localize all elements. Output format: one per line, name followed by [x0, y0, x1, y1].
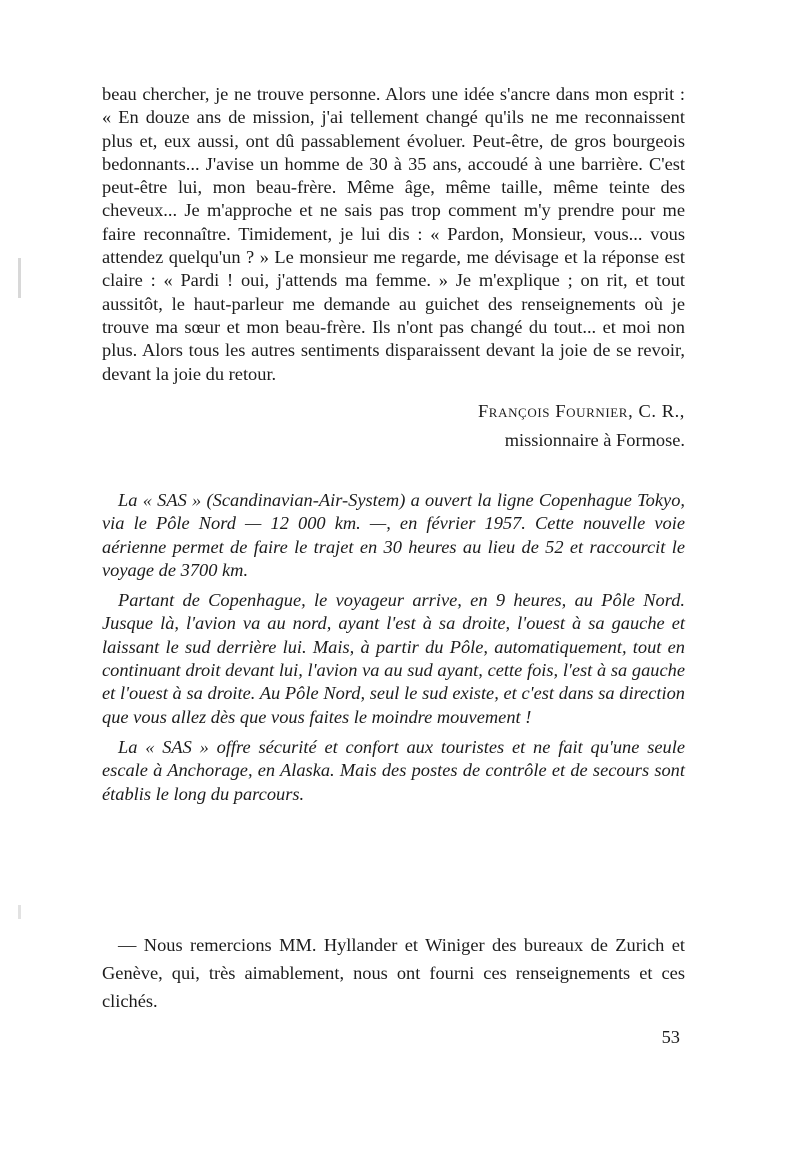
sas-note-block [102, 489, 685, 813]
narrative-paragraph-block [102, 83, 685, 386]
acknowledgement-text: — Nous remercions MM. Hyllander et Winiger des bureaux de Zurich et Genève, qui, très aimablement, nous ont fourni ces renseignements et ces clichés. [102, 935, 685, 1011]
scan-margin-mark [18, 258, 21, 298]
sas-note-paragraph-3: La « SAS » offre sécurité et confort aux touristes et ne fait qu'une seule escale à Anchorage, en Alaska. Mais des postes de contrôle et de secours sont établis le long du parcours. [102, 736, 685, 804]
sas-note-paragraph-1: La « SAS » (Scandinavian-Air-System) a ouvert la ligne Copenhague Tokyo, via le Pôle Nord — 12 000 km. —, en février 1957. Cette nouvelle voie aérienne permet de faire le trajet en 30 heures au lieu de 52 et raccourcit le voyage de 3700 km. [102, 490, 685, 580]
narrative-paragraph: beau chercher, je ne trouve personne. Alors une idée s'ancre dans mon esprit : « En douze ans de mission, j'ai tellement changé qu'ils ne me reconnaissent plus et, eux aussi, ont dû passablement évoluer. Peut-être, de gros bourgeois bedonnants... J'avise un homme de 30 à 35 ans, accoudé à une barrière. C'est peut-être lui, mon beau-frère. Même âge, même taille, même teinte des cheveux... Je m'approche et ne sais pas trop comment m'y prendre pour me faire reconnaître. Timidement, je lui dis : « Pardon, Monsieur, vous... vous attendez quelqu'un ? » Le monsieur me regarde, me dévisage et la réponse est claire : « Pardi ! oui, j'attends ma femme. » Je m'explique ; on rit, et tout aussitôt, le haut-parleur me demande au guichet des renseignements où je trouve ma sœur et mon beau-frère. Ils n'ont pas changé du tout... et moi non plus. Alors tous les autres sentiments disparaissent devant la joie de se revoir, devant la joie du retour. [102, 84, 685, 384]
scan-margin-mark [18, 905, 21, 919]
author-signature [478, 397, 685, 455]
author-role: missionnaire à Formose. [504, 430, 685, 450]
sas-note-paragraph-2: Partant de Copenhague, le voyageur arrive, en 9 heures, au Pôle Nord. Jusque là, l'avion va au nord, ayant l'est à sa droite, l'ouest à sa gauche et laissant le sud derrière lui. Mais, à partir du Pôle, automatiquement, tout en continuant droit devant lui, l'avion va au sud ayant, cette fois, l'est à sa gauche et l'ouest à sa droite. Au Pôle Nord, seul le sud existe, et c'est dans sa direction que vous allez dès que vous faites le moindre mouvement ! [102, 590, 685, 727]
acknowledgement-block [102, 931, 685, 1015]
author-name: François Fournier, C. R., [477, 401, 685, 421]
page-number: 53 [661, 1027, 680, 1047]
